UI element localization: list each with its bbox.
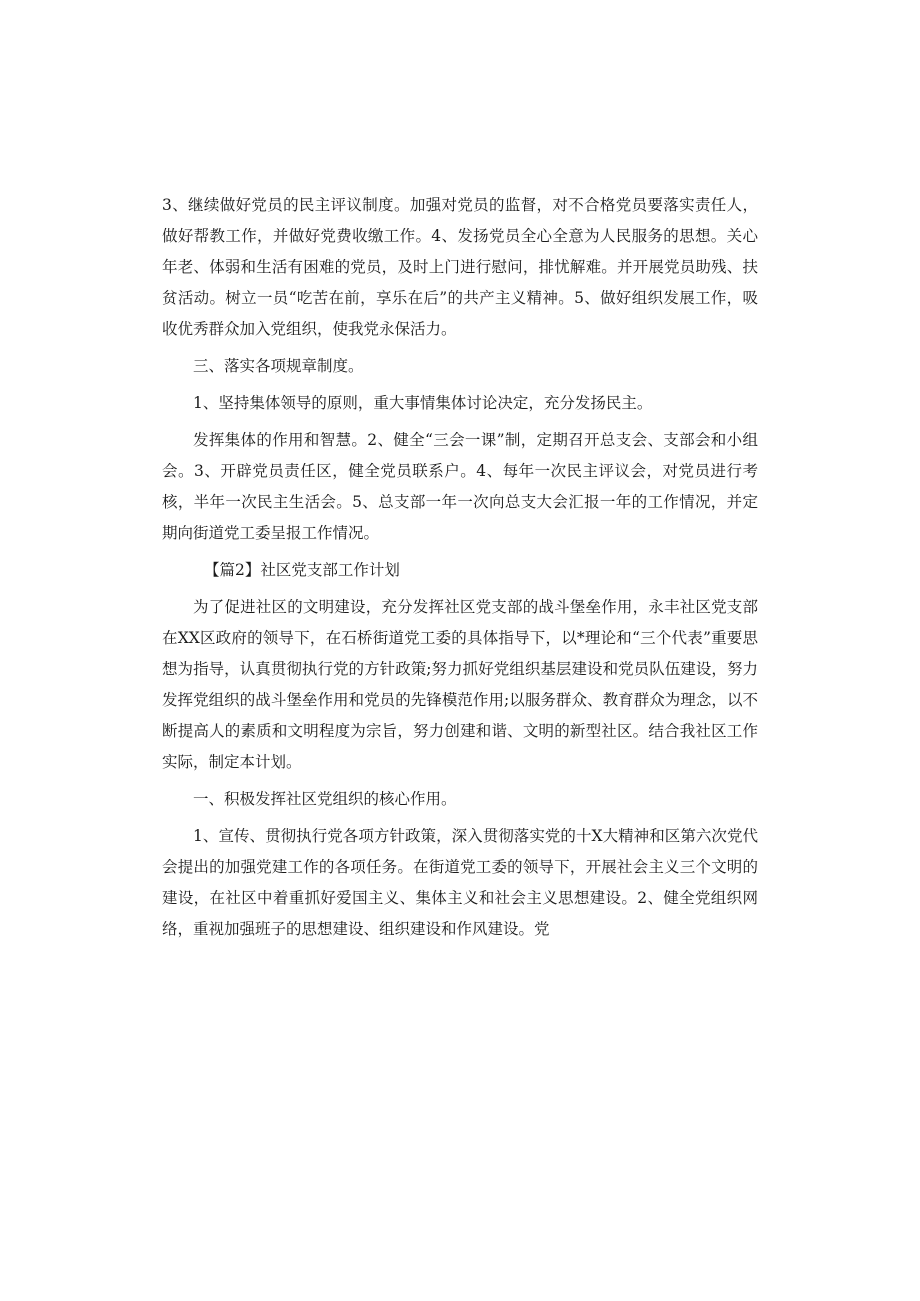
paragraph-2: 1、坚持集体领导的原则，重大事情集体讨论决定，充分发扬民主。	[193, 394, 653, 412]
section-heading-3: 三、落实各项规章制度。	[193, 357, 364, 375]
paragraph-4: 为了促进社区的文明建设，充分发挥社区党支部的战斗堡垒作用，永丰社区党支部在XX区政府的领导下，在石桥街道党工委的具体指导下，以*理论和“三个代表”重要思想为指导，认真贯彻执行党的方针政策;努力抓好党组织基层建设和党员队伍建设，努力发挥党组织的战斗堡垒作用和党员的先锋模范作用;以服务群众、教育群众为理念，以不断提高人的素质和文明程度为宗旨，努力创建和谐、文明的新型社区。结合我社区工作实际，制定本计划。	[162, 598, 758, 771]
paragraph-3: 发挥集体的作用和智慧。2、健全“三会一课”制，定期召开总支会、支部会和小组会。3、开辟党员责任区，健全党员联系户。4、每年一次民主评议会，对党员进行考核，半年一次民主生活会。5、总支部一年一次向总支大会汇报一年的工作情况，并定期向街道党工委呈报工作情况。	[162, 431, 758, 542]
document-page	[162, 190, 758, 951]
paragraph-5: 1、宣传、贯彻执行党各项方针政策，深入贯彻落实党的十X大精神和区第六次党代会提出的加强党建工作的各项任务。在街道党工委的领导下，开展社会主义三个文明的建设，在社区中着重抓好爱国主义、集体主义和社会主义思想建设。2、健全党组织网络，重视加强班子的思想建设、组织建设和作风建设。党	[162, 827, 758, 938]
article-title: 【篇2】社区党支部工作计划	[204, 561, 400, 579]
section-heading-1: 一、积极发挥社区党组织的核心作用。	[193, 790, 457, 808]
paragraph-1: 3、继续做好党员的民主评议制度。加强对党员的监督，对不合格党员要落实责任人，做好帮教工作，并做好党费收缴工作。4、发扬党员全心全意为人民服务的思想。关心年老、体弱和生活有困难的党员，及时上门进行慰问，排忧解难。并开展党员助残、扶贫活动。树立一员“吃苦在前，享乐在后”的共产主义精神。5、做好组织发展工作，吸收优秀群众加入党组织，使我党永保活力。	[162, 196, 758, 338]
